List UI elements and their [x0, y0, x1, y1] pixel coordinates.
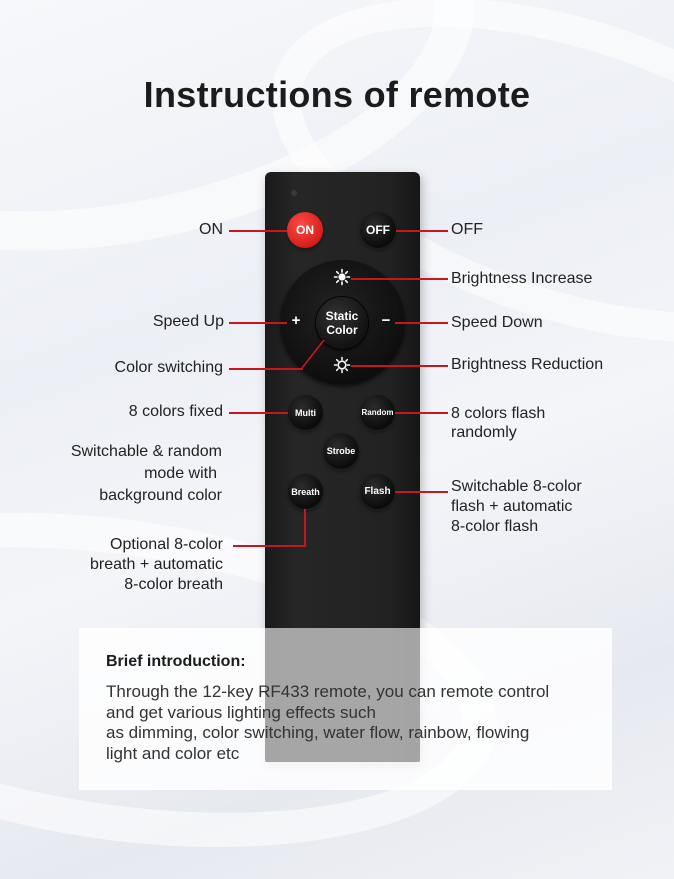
connector-line — [395, 491, 448, 493]
label-brightness-increase: Brightness Increase — [451, 270, 593, 287]
connector-line — [229, 322, 287, 324]
label-line: randomly — [451, 424, 517, 441]
connector-line — [233, 545, 306, 547]
label-line: mode with — [144, 465, 217, 482]
off-button[interactable] — [360, 212, 396, 248]
sun-bright-icon[interactable] — [333, 268, 351, 286]
sun-dim-icon[interactable] — [333, 356, 351, 374]
intro-line: Through the 12-key RF433 remote, you can remote control — [106, 682, 550, 701]
connector-line — [351, 365, 448, 367]
multi-button[interactable] — [288, 395, 323, 430]
speed-up-button[interactable] — [287, 312, 305, 332]
label-speed-down: Speed Down — [451, 314, 543, 331]
label-line: 8-color breath — [124, 576, 223, 593]
random-button[interactable] — [360, 395, 395, 430]
plus-icon: + — [291, 312, 301, 329]
breath-button[interactable] — [288, 474, 323, 509]
label-line: breath + automatic — [90, 556, 223, 573]
strobe-button-label: Strobe — [326, 446, 356, 456]
label-line: background color — [99, 487, 222, 504]
label-line: flash + automatic — [451, 498, 573, 515]
connector-line — [300, 338, 326, 370]
strobe-button[interactable] — [323, 433, 359, 469]
label-line: Optional 8-color — [110, 536, 223, 553]
label-switchable-flash — [451, 477, 582, 537]
label-line: Switchable & random — [70, 443, 222, 460]
label-color-switching: Color switching — [114, 359, 223, 376]
on-button[interactable] — [287, 212, 323, 248]
label-optional-breath — [90, 535, 223, 595]
static-color-label-1: Static — [325, 309, 359, 323]
label-brightness-reduction: Brightness Reduction — [451, 356, 604, 373]
connector-line — [229, 230, 287, 232]
connector-line — [396, 230, 448, 232]
indicator-led — [291, 190, 297, 196]
random-button-label: Random — [361, 408, 394, 417]
label-line: Switchable 8-color — [451, 478, 582, 495]
connector-line — [229, 412, 288, 414]
speed-down-button[interactable] — [377, 312, 395, 332]
connector-line — [395, 412, 448, 414]
intro-line: and get various lighting effects such — [106, 702, 376, 722]
connector-line — [351, 278, 448, 280]
multi-button-label: Multi — [295, 407, 316, 418]
connector-line — [395, 322, 448, 324]
minus-icon: − — [381, 312, 391, 329]
intro-body — [106, 682, 606, 764]
background-swoosh — [0, 0, 510, 309]
label-line: 8-color flash — [451, 518, 539, 535]
intro-line: as dimming, color switching, water flow, rainbow, flowing — [106, 723, 530, 742]
page-title: Instructions of remote — [143, 74, 531, 115]
label-colors-fixed: 8 colors fixed — [128, 403, 223, 420]
connector-line — [229, 368, 303, 370]
label-line: 8 colors flash — [451, 405, 546, 422]
static-color-label-2: Color — [326, 323, 358, 337]
label-speed-up: Speed Up — [152, 313, 224, 330]
intro-line: light and color etc — [106, 743, 240, 763]
label-on: ON — [199, 221, 223, 238]
flash-button[interactable] — [360, 474, 395, 509]
on-button-label: ON — [296, 223, 314, 237]
label-off: OFF — [451, 221, 483, 238]
intro-title: Brief introduction: — [106, 653, 246, 670]
off-button-label: OFF — [366, 223, 390, 237]
label-colors-flash-randomly — [451, 404, 545, 442]
flash-button-label: Flash — [364, 486, 391, 497]
label-switchable-random — [71, 441, 222, 507]
connector-line — [304, 509, 306, 546]
breath-button-label: Breath — [291, 486, 320, 497]
